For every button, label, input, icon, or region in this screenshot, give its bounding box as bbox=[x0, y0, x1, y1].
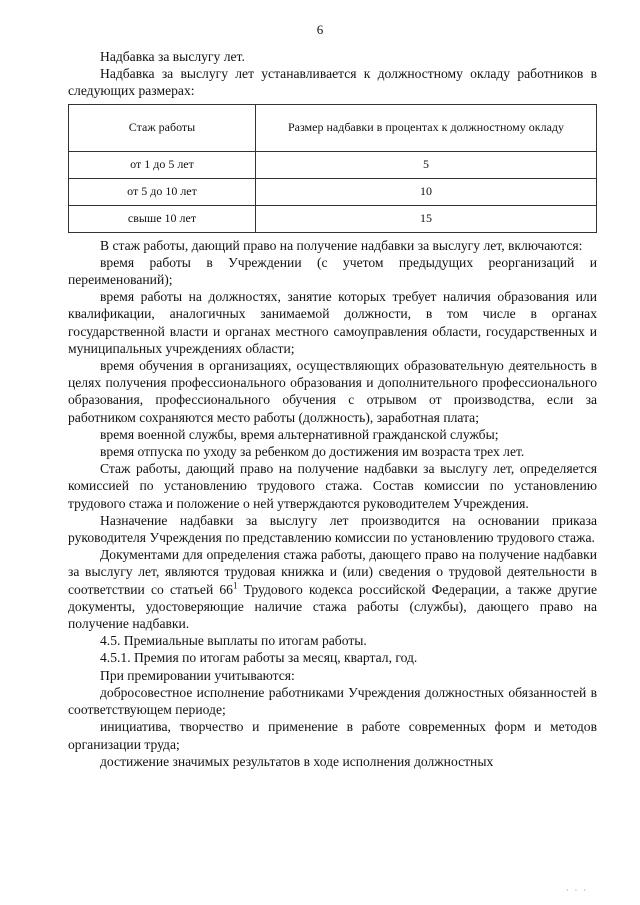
paragraph: время работы в Учреждении (с учетом предыдущих реорганизаций и переименований); bbox=[68, 254, 597, 288]
table-row bbox=[69, 178, 597, 205]
paragraph: При премировании учитываются: bbox=[100, 667, 295, 683]
paragraph: добросовестное исполнение работниками Учреждения должностных обязанностей в соответствующем периоде; bbox=[68, 684, 597, 718]
table-cell-experience: от 1 до 5 лет bbox=[69, 151, 256, 178]
paragraph-text: Трудового кодекса российской Федерации, а также другие документы, удостоверяющие наличие стажа работы (службы), дающего право на получение надбавки. bbox=[68, 581, 597, 632]
paragraph: инициатива, творчество и применение в работе современных форм и методов организации труда; bbox=[68, 719, 597, 752]
table-row bbox=[69, 151, 597, 178]
table-header-experience: Стаж работы bbox=[69, 104, 256, 151]
subsection-heading: 4.5.1. Премия по итогам работы за месяц, квартал, год. bbox=[100, 650, 418, 666]
paragraph: время обучения в организациях, осуществляющих образовательную деятельность в целях получения профессионального образования и дополнительного профессионального образования, профессионального обучения с отрывом от производства, если за работником сохраняются место работы (должность), заработная плата; bbox=[68, 358, 597, 425]
paragraph: Стаж работы, дающий право на получение надбавки за выслугу лет, определяется комиссией по установлению трудового стажа. Состав комиссии по установлению трудового стажа и положение о ней утверждаются руководителем Учреждения. bbox=[68, 461, 597, 511]
article-superscript: 1 bbox=[232, 580, 238, 591]
table-cell-percent: 10 bbox=[256, 178, 597, 205]
paragraph: В стаж работы, дающий право на получение надбавки за выслугу лет, включаются: bbox=[100, 237, 583, 253]
table-row bbox=[69, 205, 597, 232]
paragraph-intro: Надбавка за выслугу лет устанавливается к должностному окладу работников в следующих размерах: bbox=[68, 66, 597, 99]
paragraph: время работы на должностях, занятие которых требует наличия образования или квалификации, аналогичных занимаемой должности, в том числе в органах государственной власти и органах местного самоуправления области, государственных и муниципальных учреждениях области; bbox=[68, 289, 597, 356]
scan-mark: · · · bbox=[566, 886, 588, 895]
subsection-heading: 4.5. Премиальные выплаты по итогам работы. bbox=[100, 633, 367, 649]
paragraph-text: Документами для определения стажа работы, дающего право на получение надбавки за выслугу лет, являются трудовая книжка и (или) сведения о трудовой деятельности в соответствии со статьей 66 bbox=[68, 547, 597, 597]
table-header-allowance-size: Размер надбавки в процентах к должностному окладу bbox=[256, 104, 597, 151]
table-cell-percent: 5 bbox=[256, 151, 597, 178]
document-body bbox=[68, 48, 597, 770]
section-title: Надбавка за выслугу лет. bbox=[100, 49, 245, 64]
paragraph: Назначение надбавки за выслугу лет производится на основании приказа руководителя Учреждения по представлению комиссии по установлению трудового стажа. bbox=[68, 512, 597, 546]
paragraph-documents bbox=[68, 546, 597, 632]
seniority-allowance-table bbox=[68, 104, 597, 233]
paragraph: время военной службы, время альтернативной гражданской службы; bbox=[100, 426, 499, 442]
table-cell-percent: 15 bbox=[256, 205, 597, 232]
table-header-row bbox=[69, 104, 597, 151]
page-number: 6 bbox=[316, 22, 324, 37]
paragraph: время отпуска по уходу за ребенком до достижения им возраста трех лет. bbox=[100, 444, 525, 460]
paragraph: достижение значимых результатов в ходе исполнения должностных bbox=[100, 753, 494, 769]
table-cell-experience: свыше 10 лет bbox=[69, 205, 256, 232]
table-cell-experience: от 5 до 10 лет bbox=[69, 178, 256, 205]
